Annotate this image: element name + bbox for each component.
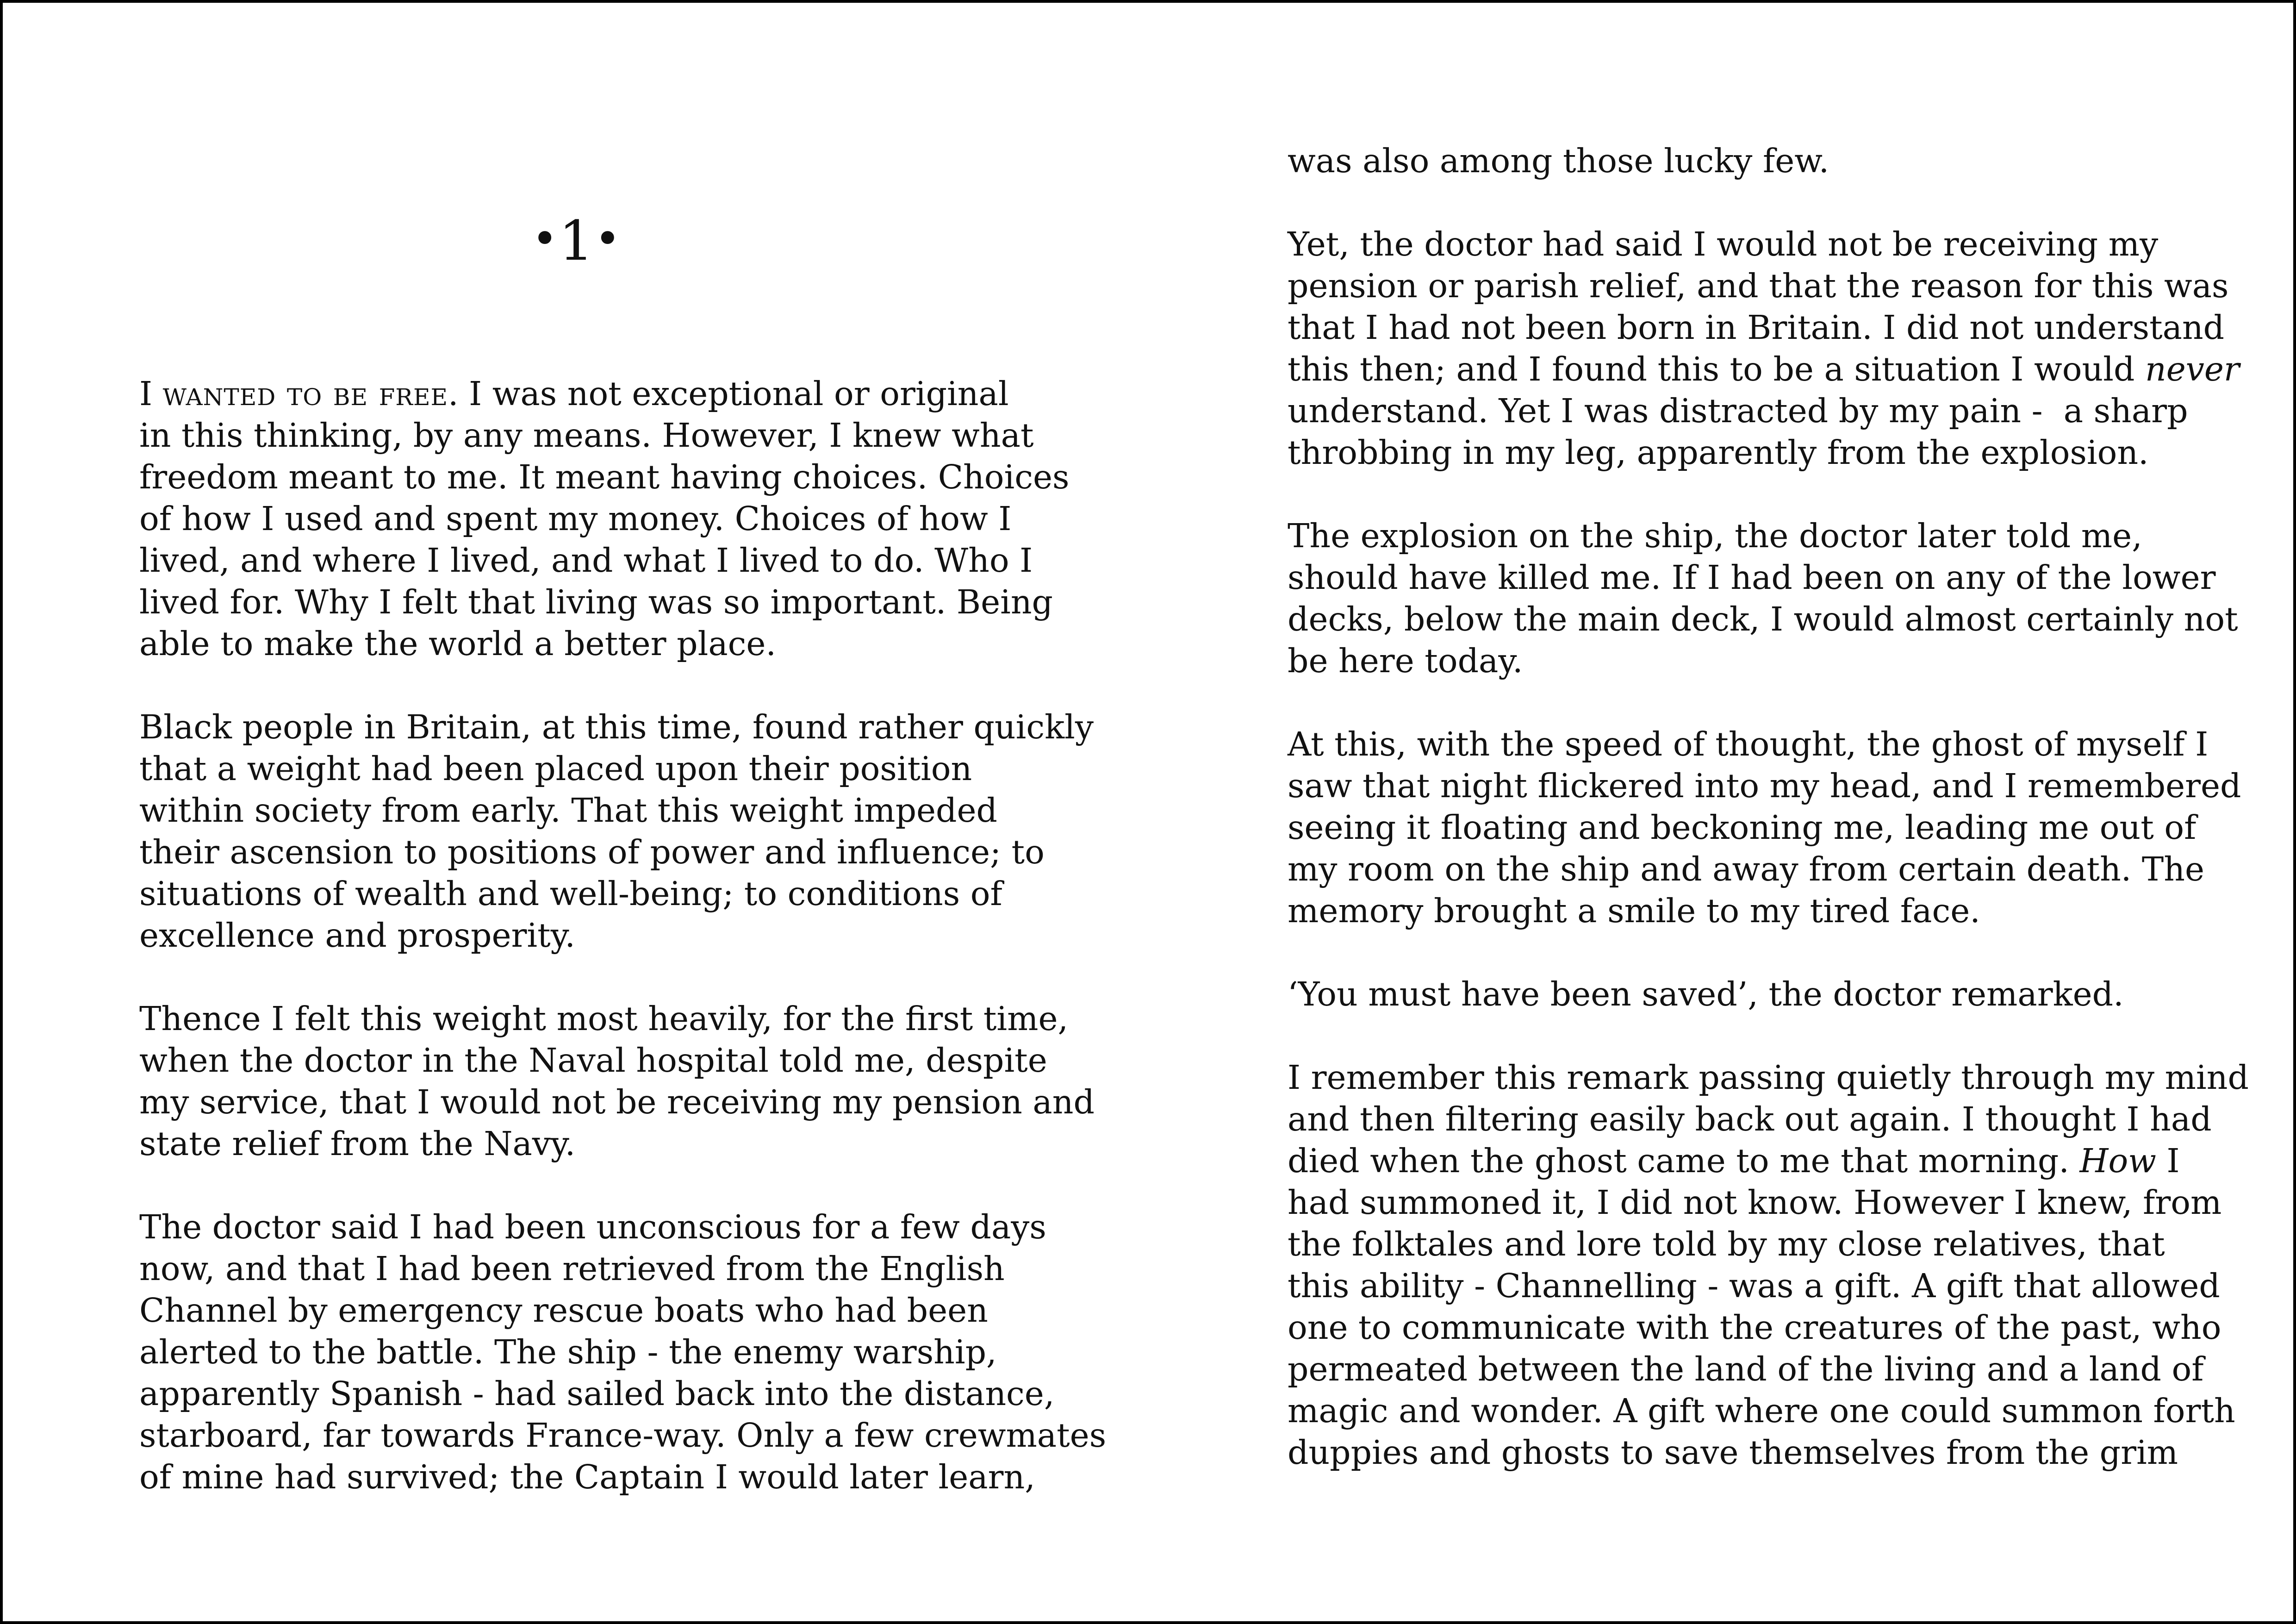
text-line: At this, with the speed of thought, the ghost of myself I xyxy=(1288,725,2209,763)
left-page xyxy=(3,3,1151,1621)
text-line: permeated between the land of the living and a land of xyxy=(1288,1350,2204,1388)
chapter-heading xyxy=(3,209,1151,273)
text-line: within society from early. That this weight impeded xyxy=(139,791,997,830)
text-line: when the doctor in the Naval hospital told me, despite xyxy=(139,1041,1047,1080)
chapter-bullet-right: • xyxy=(594,213,622,265)
chapter-bullet-left: • xyxy=(531,213,559,265)
text-line: of mine had survived; the Captain I would later learn, xyxy=(139,1458,1035,1496)
text-line: throbbing in my leg, apparently from the explosion. xyxy=(1288,433,2149,472)
text-line: was also among those lucky few. xyxy=(1288,142,1829,180)
emphasis-never: never xyxy=(2145,350,2240,388)
text-line: seeing it floating and beckoning me, leading me out of xyxy=(1288,808,2196,847)
text-line: Channel by emergency rescue boats who had been xyxy=(139,1291,988,1330)
text-line: in this thinking, by any means. However, I knew what xyxy=(139,416,1034,455)
text-line: able to make the world a better place. xyxy=(139,625,777,663)
paragraph-10 xyxy=(1288,1057,2249,1474)
right-page-body xyxy=(1288,140,2249,1515)
text-line xyxy=(1288,1140,2209,1182)
text-line: Thence I felt this weight most heavily, for the first time, xyxy=(139,999,1069,1038)
text-line: now, and that I had been retrieved from the English xyxy=(139,1249,1005,1288)
text-line: ‘You must have been saved’, the doctor remarked. xyxy=(1288,975,2124,1013)
text-line: decks, below the main deck, I would almost certainly not xyxy=(1288,600,2238,638)
emphasis-how: How xyxy=(2079,1142,2156,1180)
paragraph-1 xyxy=(139,373,1070,665)
text-line: magic and wonder. A gift where one could summon forth xyxy=(1288,1392,2235,1430)
chapter-number: 1 xyxy=(559,209,595,273)
text-line: their ascension to positions of power and influence; to xyxy=(139,833,1045,871)
text-line: duppies and ghosts to save themselves from the grim xyxy=(1288,1433,2178,1472)
paragraph-9 xyxy=(1288,974,2209,1015)
text-line: Yet, the doctor had said I would not be receiving my xyxy=(1288,225,2159,263)
text-line: pension or parish relief, and that the reason for this was xyxy=(1288,267,2229,305)
paragraph-2 xyxy=(139,706,1094,956)
paragraph-3 xyxy=(139,998,1095,1165)
text-fragment: I xyxy=(2156,1142,2180,1180)
text-line: The explosion on the ship, the doctor later told me, xyxy=(1288,517,2142,555)
text-line: this ability - Channelling - was a gift. A gift that allowed xyxy=(1288,1267,2220,1305)
text-line: I remember this remark passing quietly through my mind xyxy=(1288,1058,2249,1097)
text-line: Black people in Britain, at this time, found rather quickly xyxy=(139,708,1094,746)
text-line: situations of wealth and well-being; to conditions of xyxy=(139,874,1002,913)
opening-line-rest: . I was not exceptional or original xyxy=(448,375,1009,413)
text-line: my service, that I would not be receiving my pension and xyxy=(139,1083,1095,1121)
opening-letter: I xyxy=(139,375,153,413)
paragraph-6 xyxy=(1288,224,2240,474)
paragraph-7 xyxy=(1288,515,2238,682)
text-line: The doctor said I had been unconscious for a few days xyxy=(139,1208,1046,1246)
paragraph-4 xyxy=(139,1206,1107,1498)
text-line: that a weight had been placed upon their position xyxy=(139,750,972,788)
text-line: one to communicate with the creatures of the past, who xyxy=(1288,1308,2221,1347)
text-line: and then filtering easily back out again. I thought I had xyxy=(1288,1100,2212,1138)
text-line: the folktales and lore told by my close relatives, that xyxy=(1288,1225,2165,1263)
text-fragment: this then; and I found this to be a situation I would xyxy=(1288,350,2146,388)
text-line: lived for. Why I felt that living was so important. Being xyxy=(139,583,1053,621)
text-line: my room on the ship and away from certain death. The xyxy=(1288,850,2205,888)
text-line: starboard, far towards France-way. Only a few crewmates xyxy=(139,1416,1107,1455)
paragraph-8 xyxy=(1288,724,2241,932)
left-page-body xyxy=(139,373,1107,1540)
text-line: alerted to the battle. The ship - the enemy warship, xyxy=(139,1333,997,1371)
text-line: memory brought a smile to my tired face. xyxy=(1288,892,1980,930)
text-line: excellence and prosperity. xyxy=(139,916,575,955)
text-line: lived, and where I lived, and what I lived to do. Who I xyxy=(139,541,1033,580)
text-line: had summoned it, I did not know. However I knew, from xyxy=(1288,1183,2222,1222)
text-line: saw that night flickered into my head, and I remembered xyxy=(1288,767,2241,805)
paragraph-5 xyxy=(1288,140,2209,182)
text-line: be here today. xyxy=(1288,642,1523,680)
text-fragment: died when the ghost came to me that morning. xyxy=(1288,1142,2080,1180)
text-line xyxy=(1288,349,2240,390)
text-line: state relief from the Navy. xyxy=(139,1124,576,1163)
text-line: that I had not been born in Britain. I did not understand xyxy=(1288,308,2225,347)
text-line: apparently Spanish - had sailed back into the distance, xyxy=(139,1374,1055,1413)
text-line: should have killed me. If I had been on any of the lower xyxy=(1288,558,2216,597)
text-line: freedom meant to me. It meant having choices. Choices xyxy=(139,458,1070,496)
opening-smallcaps: wanted to be free xyxy=(162,375,448,413)
text-line xyxy=(139,373,1060,415)
text-line: understand. Yet I was distracted by my pain - a sharp xyxy=(1288,392,2188,430)
text-line: of how I used and spent my money. Choices of how I xyxy=(139,500,1012,538)
